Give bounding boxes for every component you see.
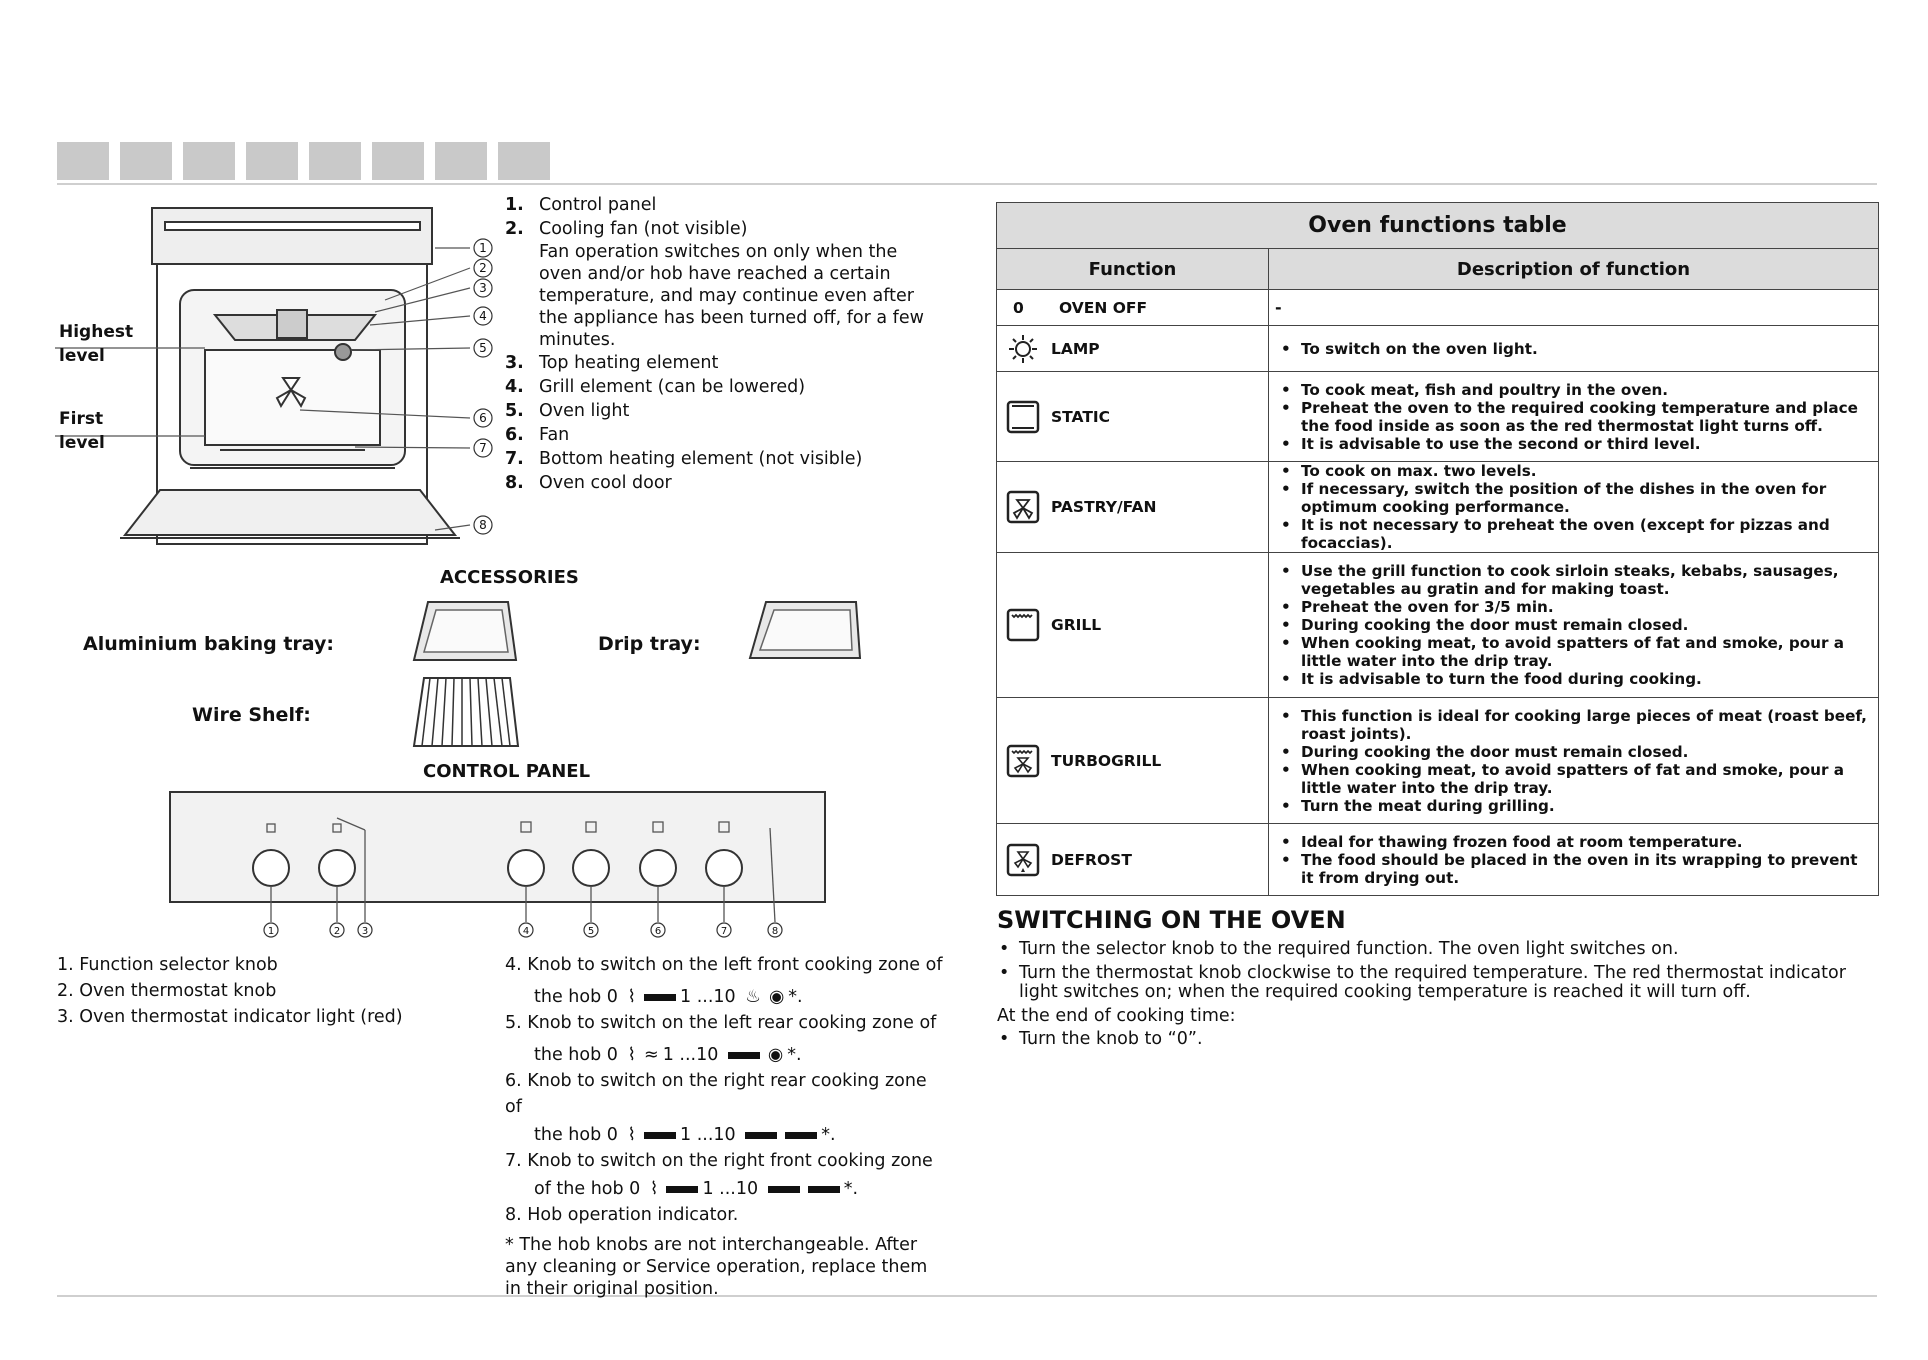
header-tab (120, 142, 172, 180)
table-header-function: Function (997, 249, 1269, 290)
function-code: 0 (1013, 298, 1024, 317)
defrost-icon (1005, 842, 1041, 878)
function-name: TURBOGRILL (1051, 751, 1162, 770)
panel-callout-4: 4 (522, 926, 530, 937)
header-tab (183, 142, 235, 180)
list-item: 6. Fan (505, 425, 570, 445)
callout-8: 8 (479, 518, 487, 532)
list-item: 1. Control panel (505, 195, 657, 215)
burner-icon: ⌇ (627, 987, 637, 1007)
target-icon: ◉ (767, 1045, 784, 1065)
label-highest-level: Highest level (59, 322, 134, 366)
list-item: the hob 0 ⌇ 1 ...10 *. (505, 1122, 945, 1148)
function-description: • To switch on the oven light. (1269, 326, 1879, 372)
drip-tray-image (746, 596, 864, 664)
table-row (997, 326, 1879, 372)
oven-functions-table (996, 202, 1879, 896)
callout-5: 5 (479, 341, 487, 355)
knob-list-left (57, 952, 457, 1030)
list-item: 3. Top heating element (505, 353, 719, 373)
table-row (997, 698, 1879, 824)
switching-on-title: SWITCHING ON THE OVEN (997, 906, 1346, 934)
callout-3: 3 (479, 281, 487, 295)
footer-divider (57, 1295, 1877, 1297)
list-item: 5. Oven light (505, 401, 630, 421)
list-item: of the hob 0 ⌇ 1 ...10 *. (505, 1176, 945, 1202)
list-item: • Turn the knob to “0”. (997, 1030, 1877, 1049)
table-row (997, 372, 1879, 462)
burner-icon: ⌇ (627, 1125, 637, 1145)
list-item: 5. Knob to switch on the left rear cooking zone of (505, 1013, 937, 1033)
list-item: the hob 0 ⌇ 1 ...10 ♨ ◉ *. (505, 984, 945, 1010)
list-item: 2. Cooling fan (not visible) (505, 219, 748, 239)
callout-1: 1 (479, 241, 487, 255)
function-name: DEFROST (1051, 850, 1132, 869)
wire-shelf-image (410, 674, 522, 748)
lamp-icon (1005, 331, 1041, 367)
knob-list-right (505, 952, 945, 1300)
panel-callout-1: 1 (267, 926, 275, 937)
oven-diagram (55, 200, 505, 545)
header-divider (57, 183, 1877, 185)
wire-shelf-label: Wire Shelf: (192, 704, 311, 726)
function-description: • This function is ideal for cooking large pieces of meat (roast beef, roast joints). • During cooking the door must remain closed. • When cooking meat, to avoid spatters of fat and smoke, pour a little water into the drip tray. • Turn the meat during grilling. (1269, 698, 1879, 824)
list-item: • Turn the thermostat knob clockwise to the required temperature. The red thermostat indicator light switches on; when the required cooking temperature is reached it will turn off. (997, 964, 1877, 1002)
panel-callout-5: 5 (587, 926, 595, 937)
header-tab (57, 142, 109, 180)
list-item: 4. Grill element (can be lowered) (505, 377, 806, 397)
list-item: 8. Oven cool door (505, 473, 672, 493)
switching-on-list (997, 940, 1877, 1007)
header-tab (246, 142, 298, 180)
table-row (997, 290, 1879, 326)
header-tab (435, 142, 487, 180)
end-of-cooking-label: At the end of cooking time: (997, 1006, 1236, 1026)
parts-list (505, 193, 945, 495)
function-description: • Use the grill function to cook sirloin steaks, kebabs, sausages, vegetables au gratin and for making toast. • Preheat the oven for 3/5 min. • During cooking the door must remain closed. • When cooking meat, to avoid spatters of fat and smoke, pour a little water into the drip tray. • It is advisable to turn the food during cooking. (1269, 553, 1879, 698)
list-item: the hob 0 ⌇ ≈ 1 ...10 ◉ *. (505, 1042, 945, 1068)
list-item: 7. Knob to switch on the right front cooking zone (505, 1151, 933, 1171)
callout-4: 4 (479, 309, 487, 323)
list-item: 4. Knob to switch on the left front cooking zone of (505, 955, 943, 975)
wave-icon: ≈ (644, 1045, 659, 1065)
list-item: 2. Oven thermostat knob (57, 981, 277, 1001)
aluminium-tray-image (410, 596, 520, 666)
list-item: • Turn the selector knob to the required function. The oven light switches on. (997, 940, 1877, 959)
turbogrill-icon (1005, 743, 1041, 779)
panel-callout-7: 7 (720, 926, 728, 937)
header-tab (498, 142, 550, 180)
function-description: • To cook meat, fish and poultry in the oven. • Preheat the oven to the required cooking temperature and place the food inside as soon as the red thermostat light turns off. • It is advisable to use the second or third level. (1269, 372, 1879, 462)
panel-callout-3: 3 (361, 926, 369, 937)
list-item: 8. Hob operation indicator. (505, 1205, 739, 1225)
header-tab (372, 142, 424, 180)
accessories-title: ACCESSORIES (440, 567, 579, 588)
flame-icon: ♨ (745, 987, 761, 1007)
hob-knobs-note: * The hob knobs are not interchangeable. After any cleaning or Service operation, replace them in their original position. (505, 1235, 928, 1299)
panel-callout-8: 8 (771, 926, 779, 937)
function-description: • To cook on max. two levels. • If necessary, switch the position of the dishes in the oven for optimum cooking performance. • It is not necessary to preheat the oven (except for pizzas and focaccias). (1269, 462, 1879, 553)
function-description: - (1269, 290, 1879, 326)
drip-tray-label: Drip tray: (598, 633, 701, 655)
end-of-cooking-list (997, 1030, 1877, 1054)
label-first-level: First level (59, 409, 105, 453)
grill-icon (1005, 607, 1041, 643)
burner-icon: ⌇ (649, 1179, 659, 1199)
function-name: GRILL (1051, 616, 1102, 634)
burner-icon: ⌇ (627, 1045, 637, 1065)
aluminium-tray-label: Aluminium baking tray: (83, 633, 335, 655)
list-item: 6. Knob to switch on the right rear cooking zone of (505, 1071, 927, 1117)
control-panel-diagram (165, 788, 835, 938)
callout-2: 2 (479, 261, 487, 275)
function-name: PASTRY/FAN (1051, 498, 1157, 516)
control-panel-title: CONTROL PANEL (423, 761, 591, 782)
table-row (997, 824, 1879, 896)
panel-callout-6: 6 (654, 926, 662, 937)
table-title: Oven functions table (997, 203, 1879, 249)
list-item: Fan operation switches on only when the oven and/or hob have reached a certain temperature, and may continue even after the appliance has been turned off, for a few minutes. (539, 242, 924, 350)
callout-7: 7 (479, 441, 487, 455)
function-name: STATIC (1051, 407, 1111, 426)
table-row (997, 462, 1879, 553)
pastry-fan-icon (1005, 489, 1041, 525)
list-item: 7. Bottom heating element (not visible) (505, 449, 863, 469)
panel-callout-2: 2 (333, 926, 341, 937)
list-item: 1. Function selector knob (57, 955, 278, 975)
target-icon: ◉ (768, 987, 785, 1007)
table-row (997, 553, 1879, 698)
static-icon (1005, 399, 1041, 435)
table-header-description: Description of function (1269, 249, 1879, 290)
header-tab (309, 142, 361, 180)
callout-6: 6 (479, 411, 487, 425)
function-name: OVEN OFF (1059, 298, 1148, 317)
function-name: LAMP (1051, 339, 1100, 358)
function-description: • Ideal for thawing frozen food at room temperature. • The food should be placed in the oven in its wrapping to prevent it from drying out. (1269, 824, 1879, 896)
list-item: 3. Oven thermostat indicator light (red) (57, 1007, 403, 1027)
